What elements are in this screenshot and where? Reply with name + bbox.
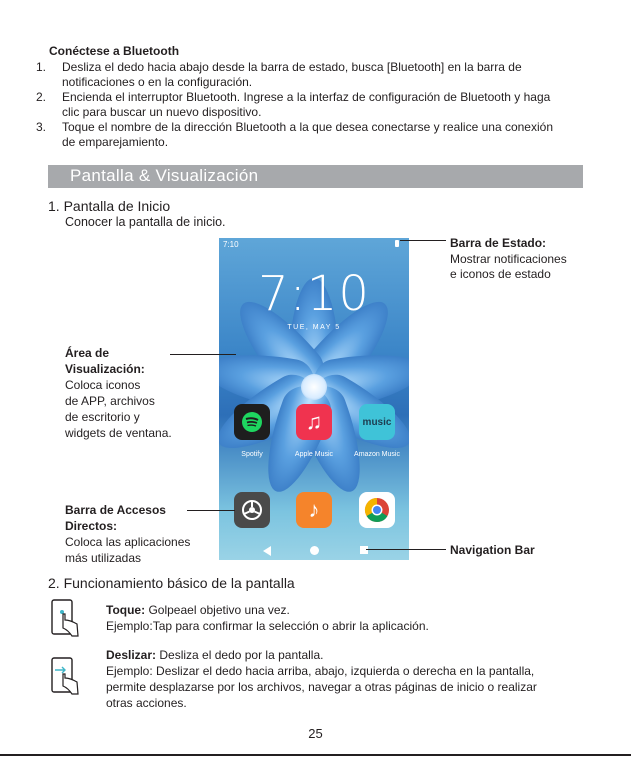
app-label: Apple Music — [294, 451, 334, 458]
step-text: notificaciones o en la configuración. — [62, 75, 253, 89]
list-item — [36, 90, 596, 120]
display-callout-line — [170, 354, 236, 355]
navigation-bar — [219, 542, 409, 560]
flower-center — [301, 374, 327, 400]
swipe-gesture-icon — [50, 656, 80, 700]
display-area-callout-title: Área de — [65, 346, 110, 360]
tap-text: Golpeael objetivo una vez. — [145, 603, 290, 617]
list-item — [36, 120, 596, 150]
tap-gesture-icon — [50, 598, 80, 642]
step-text: Toque el nombre de la dirección Bluetooth a la que desea conectarse y realice una conexión — [62, 120, 553, 134]
swipe-example: permite desplazarse por los archivos, navegar a otras páginas de inicio o realizar — [106, 680, 537, 694]
swipe-example: Ejemplo: Deslizar el dedo hacia arriba, abajo, izquierda o derecha en la pantalla, — [106, 664, 535, 678]
dock-callout-title: Directos: — [65, 519, 118, 533]
settings-app[interactable] — [234, 492, 270, 528]
status-callout-line — [400, 240, 446, 241]
dock-callout-title: Barra de Accesos — [65, 503, 166, 517]
back-icon[interactable] — [263, 546, 271, 556]
music-player-app[interactable] — [296, 492, 332, 528]
chrome-app[interactable] — [359, 492, 395, 528]
status-bar-callout-text: Mostrar notificaciones — [450, 252, 567, 266]
step-text: Encienda el interruptor Bluetooth. Ingrese a la interfaz de configuración de Bluetooth y haga — [62, 90, 551, 104]
display-area-callout-text: Coloca iconos — [65, 378, 141, 392]
status-bar-callout-text: e iconos de estado — [450, 267, 551, 281]
display-area-callout-title: Visualización: — [65, 362, 145, 376]
bluetooth-heading: Conéctese a Bluetooth — [49, 44, 180, 58]
nav-callout-line — [366, 549, 446, 550]
navigation-bar-callout: Navigation Bar — [450, 543, 535, 557]
step-number: 1. — [36, 60, 47, 74]
app-label: Spotify — [241, 451, 263, 458]
battery-icon — [395, 240, 399, 247]
footer-divider — [0, 754, 631, 756]
swipe-label: Deslizar: — [106, 648, 157, 662]
display-area-callout-text: widgets de ventana. — [65, 426, 172, 440]
music-note-icon: ♫ — [305, 409, 323, 434]
amazon-music-icon: music — [362, 416, 392, 428]
swipe-text: Desliza el dedo por la pantalla. — [156, 648, 324, 662]
step-text: de emparejamiento. — [62, 135, 169, 149]
app-label: Amazon Music — [354, 451, 400, 458]
spotify-app[interactable] — [234, 404, 270, 440]
home-screen-image — [219, 238, 409, 560]
status-bar[interactable] — [219, 238, 409, 250]
section-banner-title: Pantalla & Visualización — [70, 166, 259, 185]
dock-callout-text: más utilizadas — [65, 551, 142, 565]
step-number: 2. — [36, 90, 47, 104]
dock-callout-line — [187, 510, 235, 511]
chrome-icon — [364, 497, 390, 523]
settings-icon — [240, 498, 264, 522]
dock-callout-text: Coloca las aplicaciones — [65, 535, 191, 549]
step-text: clic para buscar un nuevo dispositivo. — [62, 105, 262, 119]
section1-subtitle: Conocer la pantalla de inicio. — [65, 215, 226, 229]
bluetooth-steps — [36, 60, 596, 150]
step-text: Desliza el dedo hacia abajo desde la barra de estado, busca [Bluetooth] en la barra de — [62, 60, 522, 74]
display-area-callout-text: de escritorio y — [65, 410, 140, 424]
status-bar-callout-title: Barra de Estado: — [450, 236, 547, 250]
home-icon[interactable] — [310, 546, 319, 555]
swipe-description — [106, 648, 323, 663]
amazon-music-app[interactable] — [359, 404, 395, 440]
lock-clock: 7:10 — [258, 266, 370, 322]
swipe-example: otras acciones. — [106, 696, 187, 710]
spotify-icon — [241, 411, 263, 433]
lock-date: TUE, MAY 5 — [287, 324, 341, 331]
display-area-callout-text: de APP, archivos — [65, 394, 155, 408]
page-number: 25 — [308, 726, 323, 741]
step-number: 3. — [36, 120, 47, 134]
recents-icon[interactable] — [360, 546, 368, 554]
tap-example: Ejemplo:Tap para confirmar la selección o abrir la aplicación. — [106, 619, 429, 633]
section2-heading: 2. Funcionamiento básico de la pantalla — [48, 575, 295, 591]
apple-music-app[interactable] — [296, 404, 332, 440]
tap-description — [106, 603, 290, 618]
music-player-icon: ♪ — [308, 497, 320, 522]
list-item — [36, 60, 596, 90]
section1-heading: 1. Pantalla de Inicio — [48, 198, 171, 214]
tap-label: Toque: — [106, 603, 146, 617]
status-time: 7:10 — [223, 240, 239, 249]
